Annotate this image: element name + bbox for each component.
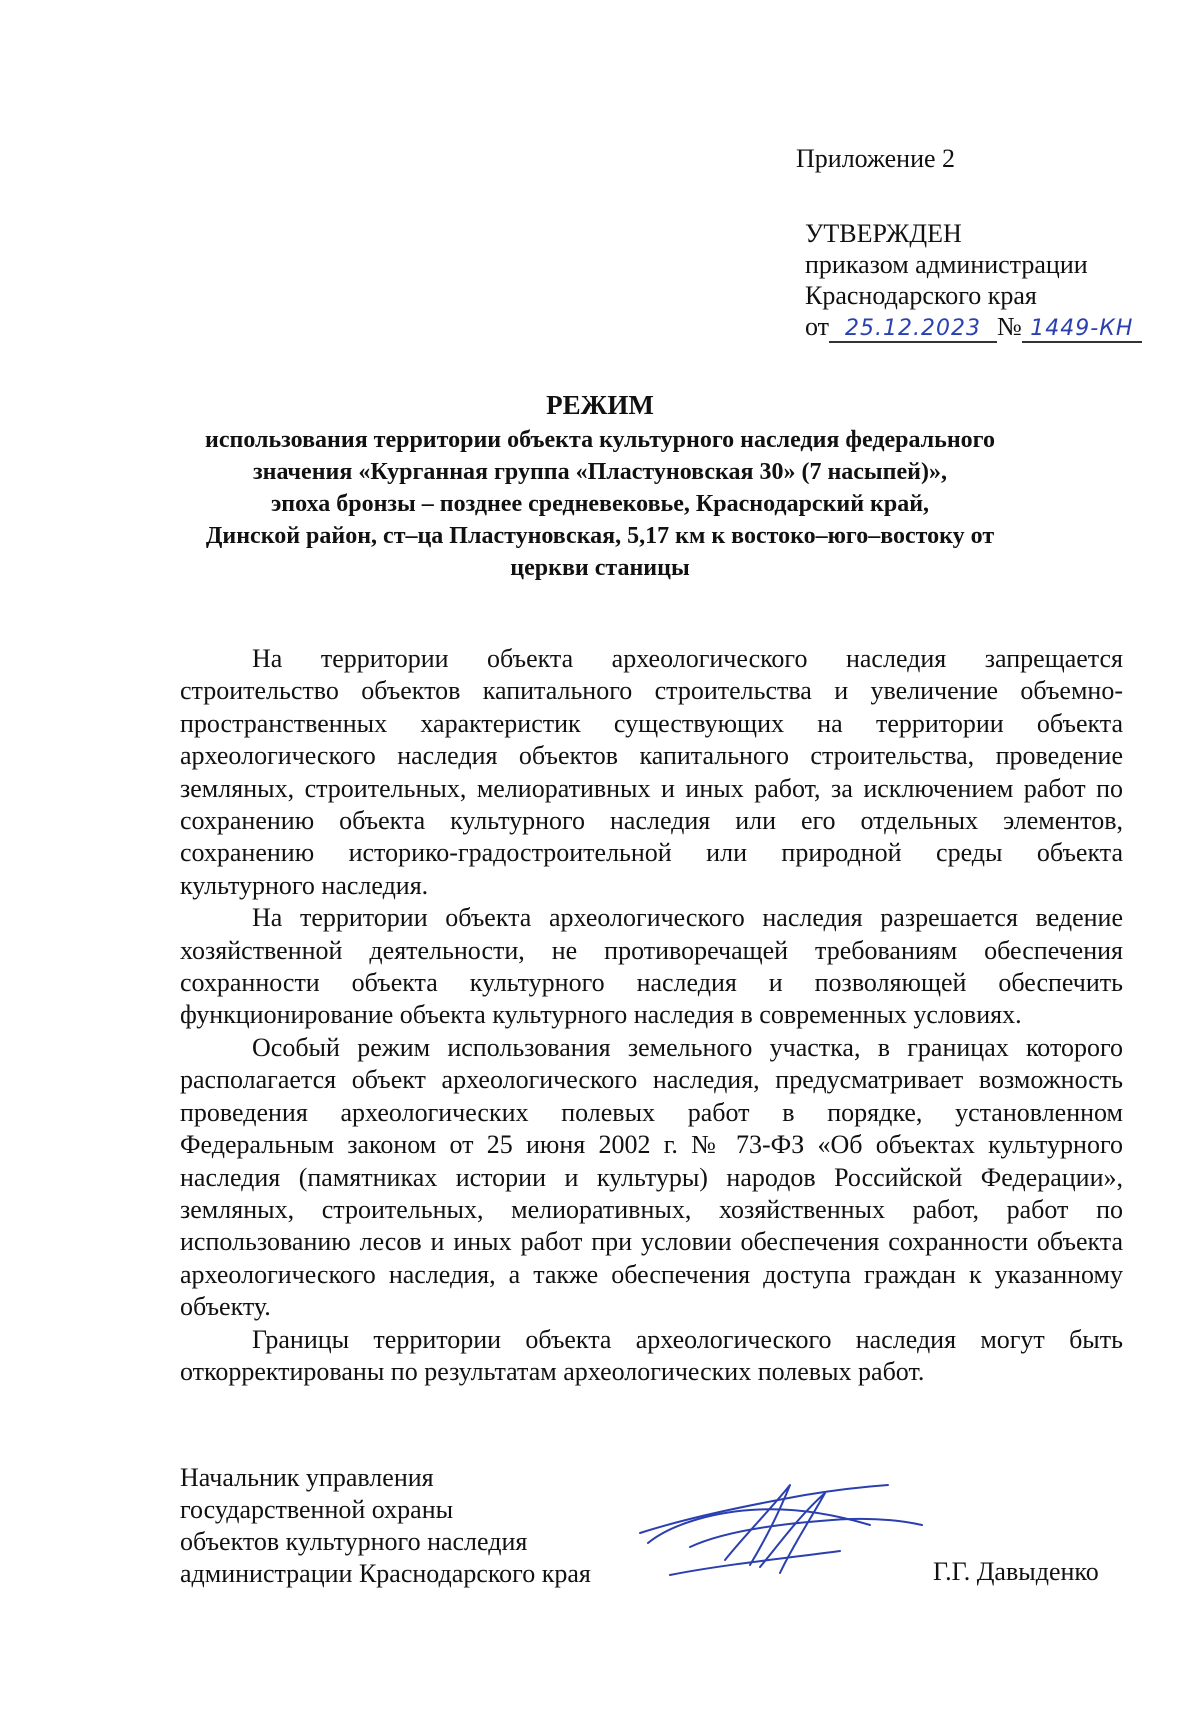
position-line: объектов культурного наследия — [180, 1527, 528, 1556]
order-date-number-line — [805, 311, 1142, 343]
position-line: Начальник управления — [180, 1463, 434, 1492]
title-line: использования территории объекта культурного наследия федерального — [205, 427, 995, 453]
approval-title: УТВЕРЖДЕН — [805, 219, 962, 248]
signatory-name: Г.Г. Давыденко — [933, 1557, 1099, 1586]
title-line: эпоха бронзы – позднее средневековье, Краснодарский край, — [270, 491, 930, 517]
handwritten-signature — [630, 1455, 930, 1595]
body-paragraph: Границы территории объекта археологического наследия могут быть откорректированы по результатам археологических полевых работ. — [180, 1324, 1123, 1386]
approval-line: приказом администрации — [805, 250, 1088, 279]
document-title — [160, 388, 1040, 584]
body-paragraph: Особый режим использования земельного участка, в границах которого располагается объект археологического наследия, предусматривает возможность проведения археологических полевых работ в порядке, установленном Федеральным законом от 25 июня 2002 г. № 73-ФЗ «Об объектах культурного наследия (памятниках истории и культуры) народов Российской Федерации», земляных, строительных, мелиоративных, хозяйственных работ, работ по использованию лесов и иных работ при условии обеспечения сохранности объекта археологического наследия, а также обеспечения доступа граждан к указанному объекту. — [180, 1032, 1123, 1322]
approval-block — [805, 218, 1142, 343]
signatory-position — [180, 1462, 591, 1590]
number-prefix: № — [997, 312, 1022, 341]
title-main: РЕЖИМ — [546, 390, 654, 420]
appendix-label: Приложение 2 — [796, 144, 956, 173]
approval-line: Краснодарского края — [805, 281, 1037, 310]
body-paragraph: На территории объекта археологического наследия запрещается строительство объектов капитального строительства и увеличение объемно-пространственных характеристик существующих на территории объекта археологического наследия объектов капитального строительства, проведение земляных, строительных, мелиоративных и иных работ, за исключением работ по сохранению объекта культурного наследия или его отдельных элементов, сохранению историко-градостроительной или природной среды объекта культурного наследия. — [180, 644, 1123, 900]
document-body — [180, 643, 1123, 1388]
position-line: администрации Краснодарского края — [180, 1559, 591, 1588]
title-line: значения «Курганная группа «Пластуновская 30» (7 насыпей)», — [253, 459, 947, 485]
order-number: 1449-КН — [1022, 317, 1142, 343]
title-line: церкви станицы — [510, 555, 690, 581]
position-line: государственной охраны — [180, 1495, 454, 1524]
order-date: 25.12.2023 — [829, 317, 997, 343]
body-paragraph: На территории объекта археологического наследия разрешается ведение хозяйственной деятельности, не противоречащей требованиям обеспечения сохранности объекта культурного наследия и позволяющей обеспечить функционирование объекта культурного наследия в современных условиях. — [180, 903, 1123, 1030]
title-line: Динской район, ст–ца Пластуновская, 5,17 км к востоко–юго–востоку от — [205, 523, 995, 549]
date-prefix: от — [805, 312, 830, 341]
